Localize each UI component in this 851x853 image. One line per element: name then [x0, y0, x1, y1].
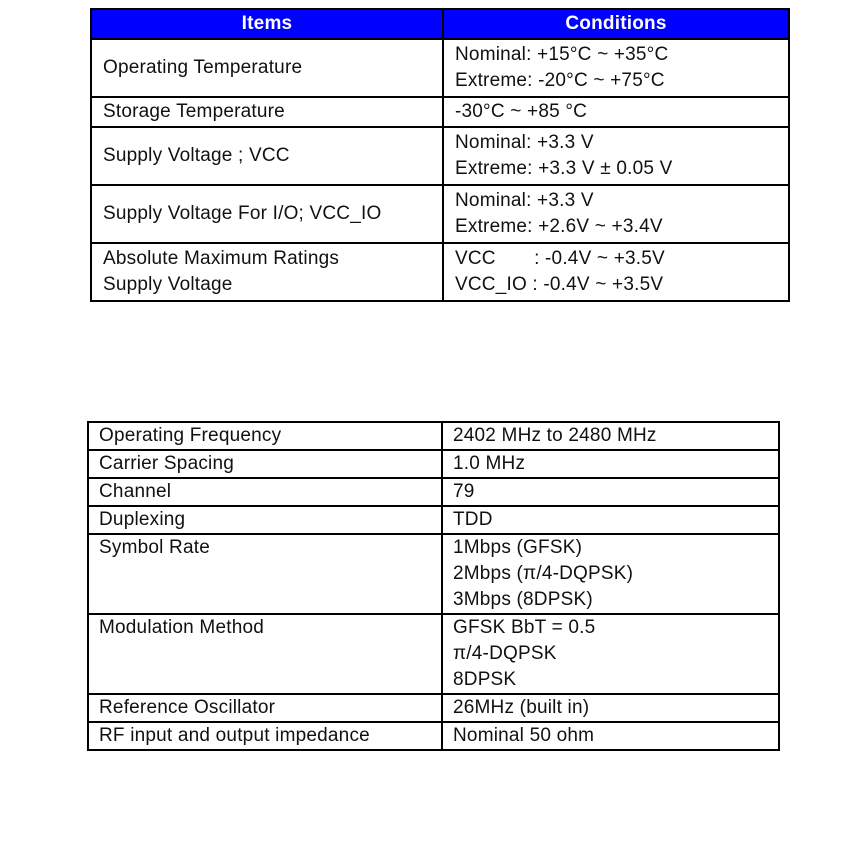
table-header-row	[91, 9, 789, 39]
value-text: π/4-DQPSK	[453, 643, 557, 664]
item-cell	[91, 243, 443, 301]
condition-cell	[443, 39, 789, 97]
table-row	[88, 478, 779, 506]
value-text: 8DPSK	[453, 669, 517, 690]
condition-cell	[443, 127, 789, 185]
value-text: 2402 MHz to 2480 MHz	[453, 425, 657, 446]
table-row	[88, 506, 779, 534]
parameter-cell: Symbol Rate	[88, 534, 442, 614]
value-cell	[442, 478, 779, 506]
item-text: Operating Temperature	[103, 57, 303, 78]
condition-text: VCC : -0.4V ~ +3.5V	[455, 248, 665, 269]
table-row	[88, 534, 779, 614]
condition-cell	[443, 97, 789, 127]
table-row	[88, 422, 779, 450]
table-row	[88, 694, 779, 722]
table-row	[88, 614, 779, 694]
condition-text: -30°C ~ +85 °C	[455, 101, 588, 122]
value-cell	[442, 422, 779, 450]
operating-conditions-table	[90, 8, 790, 302]
table-row	[91, 185, 789, 243]
value-text: TDD	[453, 509, 493, 530]
value-cell	[442, 722, 779, 750]
condition-text: Extreme: -20°C ~ +75°C	[455, 70, 665, 91]
condition-text: Extreme: +2.6V ~ +3.4V	[455, 216, 663, 237]
parameter-cell: Duplexing	[88, 506, 442, 534]
value-text: 26MHz (built in)	[453, 697, 590, 718]
value-cell	[442, 506, 779, 534]
table-row	[91, 127, 789, 185]
value-text: 3Mbps (8DPSK)	[453, 589, 593, 610]
parameter-cell: Channel	[88, 478, 442, 506]
parameter-cell: Operating Frequency	[88, 422, 442, 450]
value-cell	[442, 694, 779, 722]
value-text: 1Mbps (GFSK)	[453, 537, 583, 558]
condition-text: Nominal: +3.3 V	[455, 132, 594, 153]
condition-text: Nominal: +3.3 V	[455, 190, 594, 211]
value-text: 1.0 MHz	[453, 453, 526, 474]
condition-text: Extreme: +3.3 V ± 0.05 V	[455, 158, 673, 179]
item-cell	[91, 127, 443, 185]
table-row	[91, 97, 789, 127]
value-cell	[442, 614, 779, 694]
condition-cell	[443, 185, 789, 243]
parameter-cell: Carrier Spacing	[88, 450, 442, 478]
header-conditions: Conditions	[443, 9, 789, 39]
item-cell	[91, 97, 443, 127]
parameter-cell: Reference Oscillator	[88, 694, 442, 722]
value-cell	[442, 450, 779, 478]
table-row	[91, 243, 789, 301]
item-cell	[91, 185, 443, 243]
condition-cell	[443, 243, 789, 301]
header-items: Items	[91, 9, 443, 39]
item-text: Supply Voltage ; VCC	[103, 145, 290, 166]
item-text: Absolute Maximum Ratings	[103, 248, 340, 269]
table-row	[91, 39, 789, 97]
item-cell	[91, 39, 443, 97]
value-text: 2Mbps (π/4-DQPSK)	[453, 563, 634, 584]
table-row	[88, 722, 779, 750]
table-row	[88, 450, 779, 478]
condition-text: VCC_IO : -0.4V ~ +3.5V	[455, 274, 664, 295]
value-cell	[442, 534, 779, 614]
value-text: Nominal 50 ohm	[453, 725, 595, 746]
parameter-cell: RF input and output impedance	[88, 722, 442, 750]
condition-text: Nominal: +15°C ~ +35°C	[455, 44, 669, 65]
rf-specifications-table	[87, 421, 780, 751]
item-text: Storage Temperature	[103, 101, 285, 122]
parameter-cell: Modulation Method	[88, 614, 442, 694]
item-text: Supply Voltage For I/O; VCC_IO	[103, 203, 382, 224]
item-text: Supply Voltage	[103, 274, 233, 295]
value-text: 79	[453, 481, 475, 502]
value-text: GFSK BbT = 0.5	[453, 617, 596, 638]
